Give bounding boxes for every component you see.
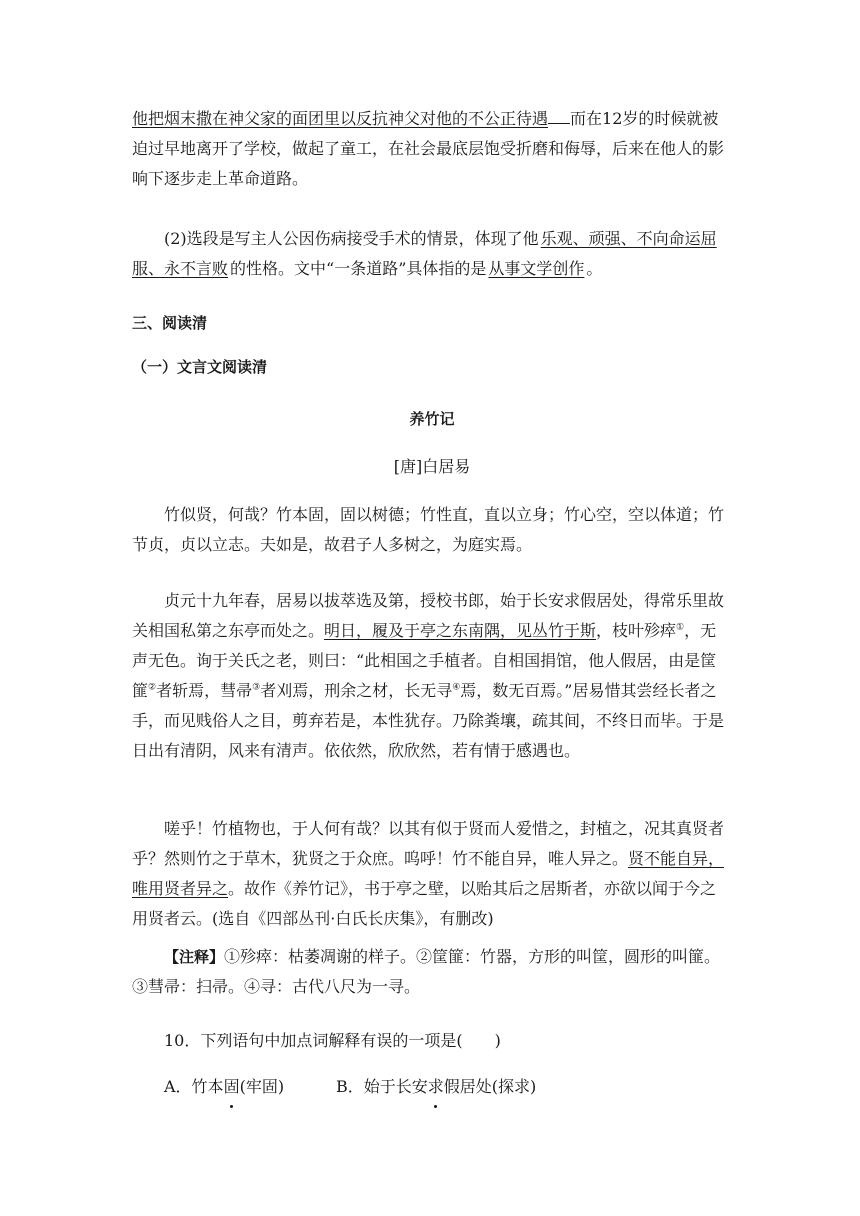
paragraph-text: ，枝叶殄瘁 — [596, 621, 677, 640]
essay-paragraph-3 — [132, 814, 732, 934]
dotted-word: 固 — [224, 1072, 240, 1102]
paragraph-text: (2)选段是写主人公因伤病接受手术的情景，体现了他 — [164, 229, 539, 248]
answer-fill-road: 从事文学创作 — [488, 259, 585, 278]
section-heading: 三、阅读清 — [132, 314, 208, 332]
answer-paragraph-1 — [132, 104, 732, 194]
sub-heading: （一）文言文阅读清 — [132, 358, 268, 376]
underlined-sentence: 明日，履及于亭之东南隅，见丛竹于斯 — [324, 621, 597, 640]
essay-paragraph-1: 竹似贤，何哉？竹本固，固以树德；竹性直，直以立身；竹心空，空以体道；竹节贞，贞以立志。夫如是，故君子人多树之，为庭实焉。 — [132, 505, 725, 554]
essay-author: [唐]白居易 — [393, 457, 471, 476]
question-stem: 10．下列语句中加点词解释有误的一项是( ) — [164, 1031, 501, 1050]
paragraph-text: 者刈焉，刑余之材，长无寻 — [260, 681, 453, 700]
paragraph-text: 。故作《养竹记》，书于亭之壁，以贻其后之居斯者，亦欲以闻于今之用贤者云。(选自《四部丛刊·白氏长庆集》，有删改) — [132, 879, 717, 928]
paragraph-text: 嗟乎！竹植物也，于人何有哉？以其有似于贤而人爱惜之，封植之，况其真贤者乎？然则竹之于草木，犹贤之于众庶。呜呼！竹不能自异，唯人异之。 — [132, 819, 725, 868]
paragraph-text: ，无声无色。询于关氏之老，则曰：“此相国之手植者。自相国捐馆，他人假居，由是筐篚 — [132, 621, 717, 700]
dotted-word: 求 — [428, 1072, 444, 1102]
option-a[interactable]: A．竹本固(牢固) — [164, 1072, 336, 1102]
answer-paragraph-2 — [132, 224, 732, 284]
option-b[interactable]: B．始于长安求假居处(探求) — [336, 1072, 536, 1102]
paragraph-text: 贞元十九年春，居易以拔萃选及第，授校书郎，始于长安求假居处，得常乐里故关相国私第之东亭而处之。 — [132, 591, 725, 640]
question-options — [132, 1072, 732, 1102]
paragraph-text: 而在12岁的时候就被迫过早地离开了学校，做起了童工，在社会最底层饱受折磨和侮辱，后来在他人的影响下逐步走上革命道路。 — [132, 109, 725, 188]
essay-notes — [132, 942, 732, 1002]
answer-blank — [548, 105, 570, 124]
paragraph-text: 焉，数无百焉。”居易惜其尝经长者之手，而见贱俗人之目，剪弃若是，本性犹存。乃除粪壤，疏其间，不终日而毕。于是日出有清阴，风来有清声。依依然，欣欣然，若有情于感遇也。 — [132, 681, 725, 760]
note-marker: ② — [148, 682, 157, 693]
underlined-answer-text: 他把烟末撒在神父家的面团里以反抗神父对他的不公正待遇 — [132, 109, 549, 128]
note-marker: ① — [676, 622, 685, 633]
answer-fill-character: 乐观、顽强、不向命运屈服、永不言败 — [132, 229, 717, 278]
paragraph-text: 。 — [586, 259, 603, 278]
notes-label: 【注释】 — [164, 948, 225, 966]
essay-title: 养竹记 — [409, 410, 455, 428]
notes-text: ①殄瘁：枯萎凋谢的样子。②筐篚：竹器，方形的叫筐，圆形的叫篚。③彗帚：扫帚。④寻：古代八尺为一寻。 — [132, 947, 721, 996]
note-marker: ③ — [252, 682, 261, 693]
underlined-sentence: 贤不能自异，唯用贤者异之 — [132, 849, 725, 898]
paragraph-text: 者斩焉，彗帚 — [156, 681, 253, 700]
paragraph-text: 的性格。文中“一条道路”具体指的是 — [230, 259, 487, 278]
essay-paragraph-2 — [132, 586, 732, 766]
note-marker: ④ — [452, 682, 461, 693]
